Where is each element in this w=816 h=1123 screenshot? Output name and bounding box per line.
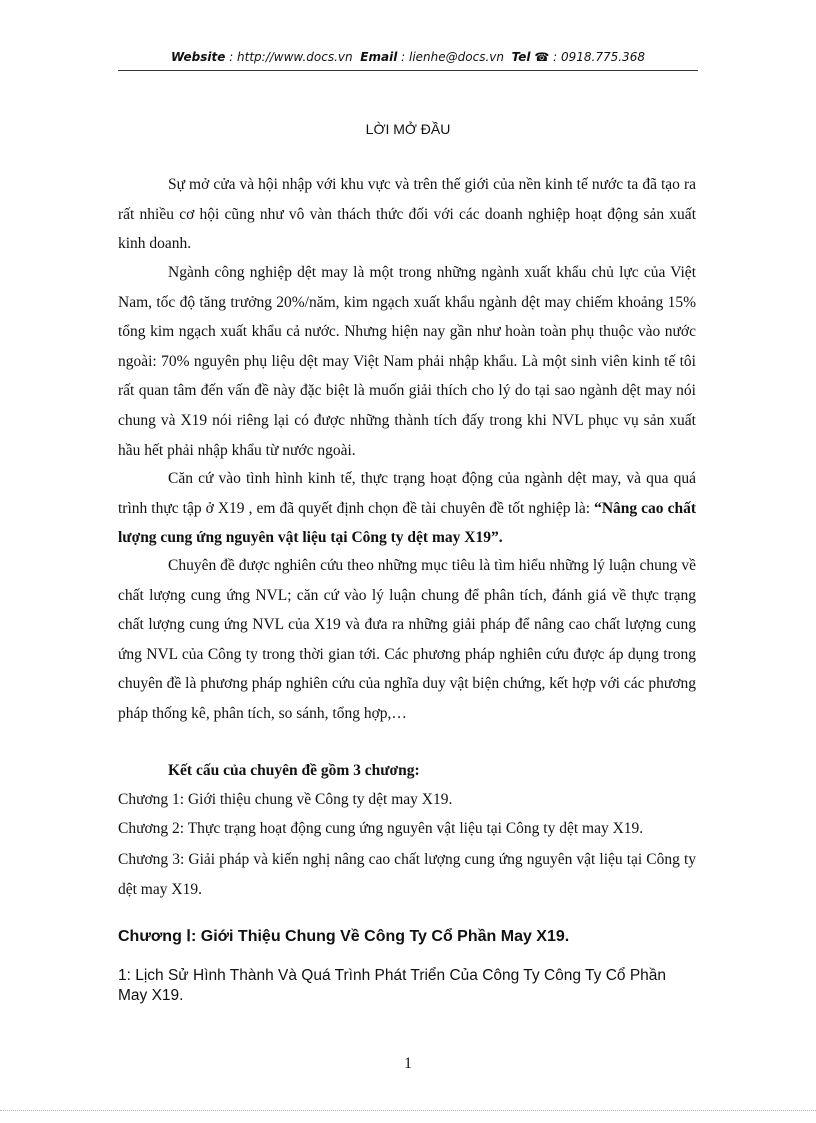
website-label: Website	[171, 50, 226, 64]
chapter-2-item: Chương 2: Thực trạng hoạt động cung ứng nguyên vật liệu tại Công ty dệt may X19.	[118, 820, 644, 837]
page-header	[118, 50, 698, 64]
paragraph-2: Ngành công nghiệp dệt may là một trong những ngành xuất khẩu chủ lực của Việt Nam, tốc độ tăng trưởng 20%/năm, kim ngạch xuất khẩu ngành dệt may chiếm khoảng 15% tổng kim ngạch xuất khẩu cả nước. Nhưng hiện nay gần như hoàn toàn phụ thuộc vào nước ngoài: 70% nguyên phụ liệu dệt may Việt Nam phải nhập khẩu. Là một sinh viên kinh tế tôi rất quan tâm đến vấn đề này đặc biệt là muốn giải thích cho lý do tại sao ngành dệt may nói chung và X19 nói riêng lại có được những thành tích đấy trong khi NVL phục vụ sản xuất hầu hết phải nhập khẩu từ nước ngoài.	[118, 264, 696, 459]
website-value: : http://www.docs.vn	[229, 50, 353, 64]
chapter-title: Chương Ⅰ: Giới Thiệu Chung Về Công Ty Cổ Phần May X19.	[118, 928, 570, 945]
tel-value: : 0918.775.368	[553, 50, 645, 64]
page-bottom-border	[0, 1110, 816, 1111]
structure-heading: Kết cấu của chuyên đề gồm 3 chương:	[168, 762, 420, 779]
paragraph-3	[118, 464, 696, 553]
paragraph-1: Sự mở cửa và hội nhập với khu vực và trên thế giới của nền kinh tế nước ta đã tạo ra rất nhiều cơ hội cũng như vô vàn thách thức đối với các doanh nghiệp hoạt động sản xuất kinh doanh.	[118, 176, 696, 253]
chapter-1-item: Chương 1: Giới thiệu chung về Công ty dệt may X19.	[118, 791, 453, 808]
page-number: 1	[404, 1055, 412, 1072]
paragraph-4: Chuyên đề được nghiên cứu theo những mục tiêu là tìm hiểu những lý luận chung về chất lượng cung ứng NVL; căn cứ vào lý luận chung để phân tích, đánh giá về thực trạng chất lượng cung ứng NVL của X19 và đưa ra những giải pháp để nâng cao chất lượng cung ứng NVL của Công ty trong thời gian tới. Các phương pháp nghiên cứu được áp dụng trong chuyên đề là phương pháp nghiên cứu của nghĩa duy vật biện chứng, kết hợp với các phương pháp thống kê, phân tích, so sánh, tổng hợp,…	[118, 557, 696, 722]
paragraph-3-text: Căn cứ vào tình hình kinh tế, thực trạng hoạt động của ngành dệt may, và qua quá trình thực tập ở X19 , em đã quyết định chọn đề tài chuyên đề tốt nghiệp là:	[118, 470, 696, 517]
phone-icon: ☎	[534, 50, 550, 64]
email-value: : lienhe@docs.vn	[401, 50, 504, 64]
chapter-3-item: Chương 3: Giải pháp và kiến nghị nâng cao chất lượng cung ứng nguyên vật liệu tại Công ty dệt may X19.	[118, 851, 696, 898]
page-title: LỜI MỞ ĐẦU	[365, 121, 451, 137]
email-label: Email	[360, 50, 398, 64]
header-rule	[118, 70, 698, 71]
thesis-topic: “Nâng cao chất lượng cung ứng nguyên vật liệu tại Công ty dệt may X19”.	[118, 499, 696, 547]
section-title: 1: Lịch Sử Hình Thành Và Quá Trình Phát Triển Của Công Ty Công Ty Cổ Phần May X19.	[118, 967, 667, 1004]
tel-label: Tel	[511, 50, 531, 64]
